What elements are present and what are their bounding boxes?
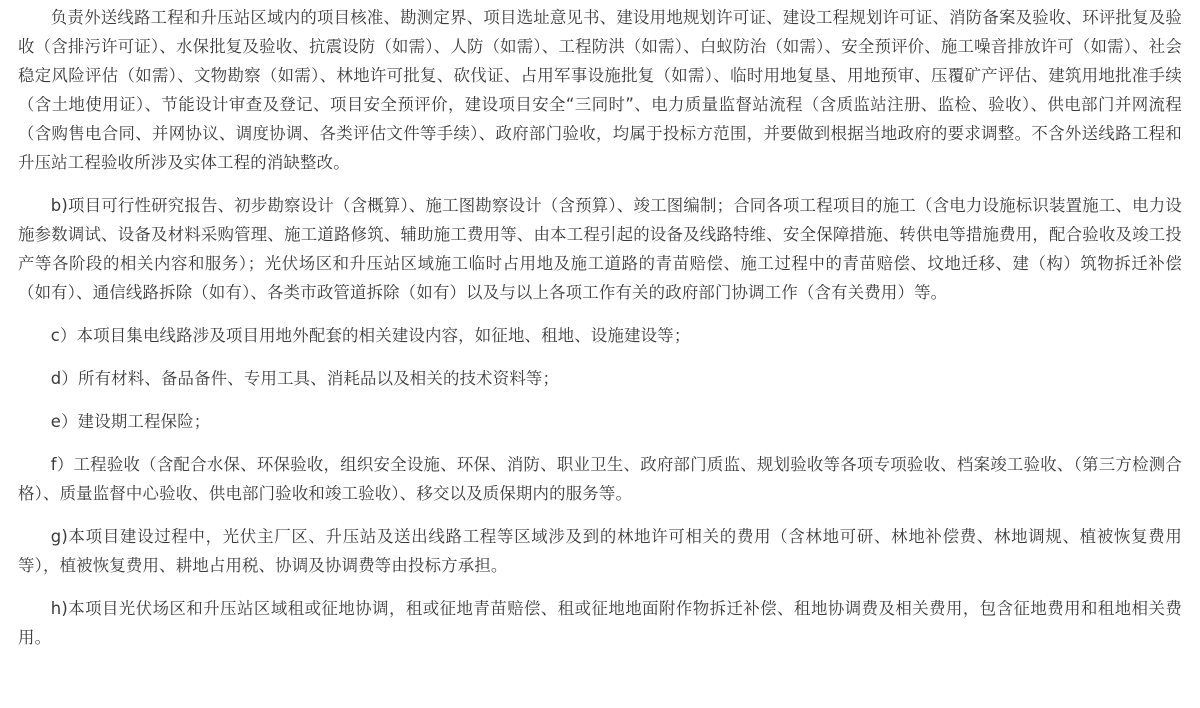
paragraph-gap (18, 307, 1182, 321)
paragraph-c: c）本项目集电线路涉及项目用地外配套的相关建设内容，如征地、租地、设施建设等； (50, 326, 691, 345)
paragraph-gap (18, 580, 1182, 594)
paragraph-b: b)项目可行性研究报告、初步勘察设计（含概算）、施工图勘察设计（含预算）、竣工图编制；合同各项工程项目的施工（含电力设施标识装置施工、电力设施参数调试、设备及材料采购管理、施工道路修筑、辅助施工费用等、由本工程引起的设备及线路特维、安全保障措施、转供电等措施费用，配合验收及竣工投产等各阶段的相关内容和服务）；光伏场区和升压站区域施工临时占用地及施工道路的青苗赔偿、施工过程中的青苗赔偿、坟地迁移、建（构）筑物拆迁补偿（如有）、通信线路拆除（如有）、各类市政管道拆除（如有）以及与以上各项工作有关的政府部门协调工作（含有关费用）等。 (18, 196, 1182, 302)
paragraph-a-continued: 负责外送线路工程和升压站区域内的项目核准、勘测定界、项目选址意见书、建设用地规划许可证、建设工程规划许可证、消防备案及验收、环评批复及验收（含排污许可证）、水保批复及验收、抗震设防（如需）、人防（如需）、工程防洪（如需）、白蚁防治（如需）、安全预评价、施工噪音排放许可（如需）、社会稳定风险评估（如需）、文物勘察（如需）、林地许可批复、砍伐证、占用军事设施批复（如需）、临时用地复垦、用地预审、压覆矿产评估、建筑用地批准手续（含土地使用证）、节能设计审查及登记、项目安全预评价，建设项目安全“三同时”、电力质量监督站流程（含质监站注册、监检、验收）、供电部门并网流程（含购售电合同、并网协议、调度协调、各类评估文件等手续）、政府部门验收，均属于投标方范围，并要做到根据当地政府的要求调整。不含外送线路工程和升压站工程验收所涉及实体工程的消缺整改。 (18, 8, 1182, 172)
paragraph-gap (18, 177, 1182, 191)
paragraph-d: d）所有材料、备品备件、专用工具、消耗品以及相关的技术资料等； (50, 369, 560, 388)
paragraph-gap (18, 393, 1182, 407)
paragraph-gap (18, 508, 1182, 522)
paragraph-e: e）建设期工程保险； (50, 412, 211, 431)
paragraph-g: g)本项目建设过程中，光伏主厂区、升压站及送出线路工程等区域涉及到的林地许可相关的费用（含林地可研、林地补偿费、林地调规、植被恢复费用等），植被恢复费用、耕地占用税、协调及协调费等由投标方承担。 (18, 527, 1182, 575)
paragraph-gap (18, 436, 1182, 450)
paragraph-f: f）工程验收（含配合水保、环保验收，组织安全设施、环保、消防、职业卫生、政府部门质监、规划验收等各项专项验收、档案竣工验收、（第三方检测合格）、质量监督中心验收、供电部门验收和竣工验收）、移交以及质保期内的服务等。 (18, 455, 1182, 503)
paragraph-gap (18, 350, 1182, 364)
paragraph-h: h)本项目光伏场区和升压站区域租或征地协调，租或征地青苗赔偿、租或征地地面附作物拆迁补偿、租地协调费及相关费用，包含征地费用和租地相关费用。 (18, 599, 1182, 647)
